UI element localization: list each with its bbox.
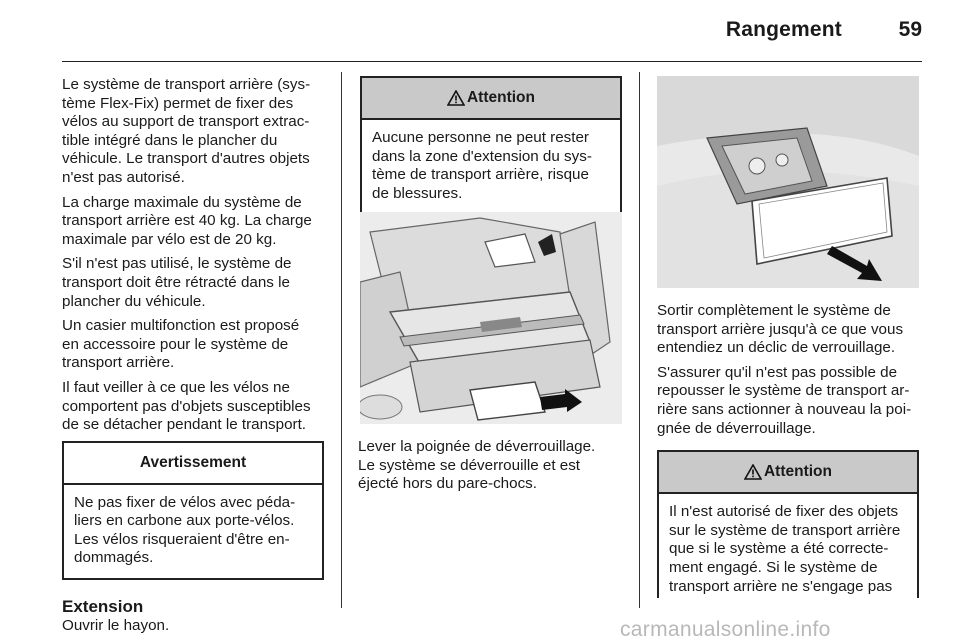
warning-box	[62, 441, 324, 580]
paragraph: Un casier multifonction est proposé en accessoire pour le système de transport arrière.	[62, 317, 300, 372]
page-number: 59	[898, 18, 922, 41]
attention-box-text: Aucune personne ne peut rester dans la zone d'extension du sys- tème de transport arrière, risque de blessures.	[372, 129, 592, 202]
column-divider-2	[639, 72, 640, 608]
attention-box-2	[657, 450, 919, 598]
attention-box-2-title: Attention	[659, 452, 917, 494]
paragraph: Le système de transport arrière (sys- tème Flex-Fix) permet de fixer des vélos au support de transport extrac- tible intégré dans le plancher du véhicule. Le transport d'autres objets n'est pas autorisé.	[62, 76, 311, 186]
section-extension	[62, 597, 332, 636]
section-text: Ouvrir le hayon.	[62, 617, 170, 635]
paragraph: Il faut veiller à ce que les vélos ne comportent pas d'objets susceptibles de se détacher pendant le transport.	[62, 378, 311, 434]
column-divider-1	[341, 72, 342, 608]
paragraph: S'il n'est pas utilisé, le système de transport doit être rétracté dans le plancher du véhicule.	[62, 255, 292, 310]
column-1	[62, 76, 332, 642]
caption-block	[358, 438, 628, 500]
paragraph: La charge maximale du système de transport arrière est 40 kg. La charge maximale par vélo est de 20 kg.	[62, 193, 312, 248]
paragraph: Sortir complètement le système de transport arrière jusqu'à ce que vous entendiez un déclic de verrouillage.	[657, 302, 904, 357]
pull-out-illustration	[657, 76, 919, 288]
warning-triangle-icon	[447, 90, 465, 106]
attention-box	[360, 76, 622, 215]
paragraph: S'assurer qu'il n'est pas possible de repousser le système de transport ar- rière sans actionner à nouveau la poi- gnée de déverrouillage.	[657, 363, 912, 437]
cargo-area-illustration	[360, 212, 622, 424]
section-heading: Extension	[62, 597, 144, 617]
warning-box-text: Ne pas fixer de vélos avec péda- liers en carbone aux porte-vélos. Les vélos risqueraient d'être en- dommagés.	[74, 493, 296, 567]
column-3	[657, 302, 927, 598]
page-title: Rangement	[725, 18, 842, 41]
warning-box-title: Avertissement	[64, 443, 322, 485]
column-2	[360, 76, 622, 215]
header-divider	[62, 61, 922, 62]
illustration-caption: Lever la poignée de déverrouillage. Le système se déverrouille et est éjecté hors du pare-chocs.	[358, 438, 596, 493]
watermark: carmanualsonline.info	[620, 618, 831, 641]
attention-box-title: Attention	[362, 78, 620, 120]
warning-triangle-icon	[744, 464, 762, 480]
attention-box-2-text: Il n'est autorisé de fixer des objets sur le système de transport arrière que si le système a été correcte- ment engagé. Si le système de transport arrière ne s'engage pas	[669, 503, 901, 595]
